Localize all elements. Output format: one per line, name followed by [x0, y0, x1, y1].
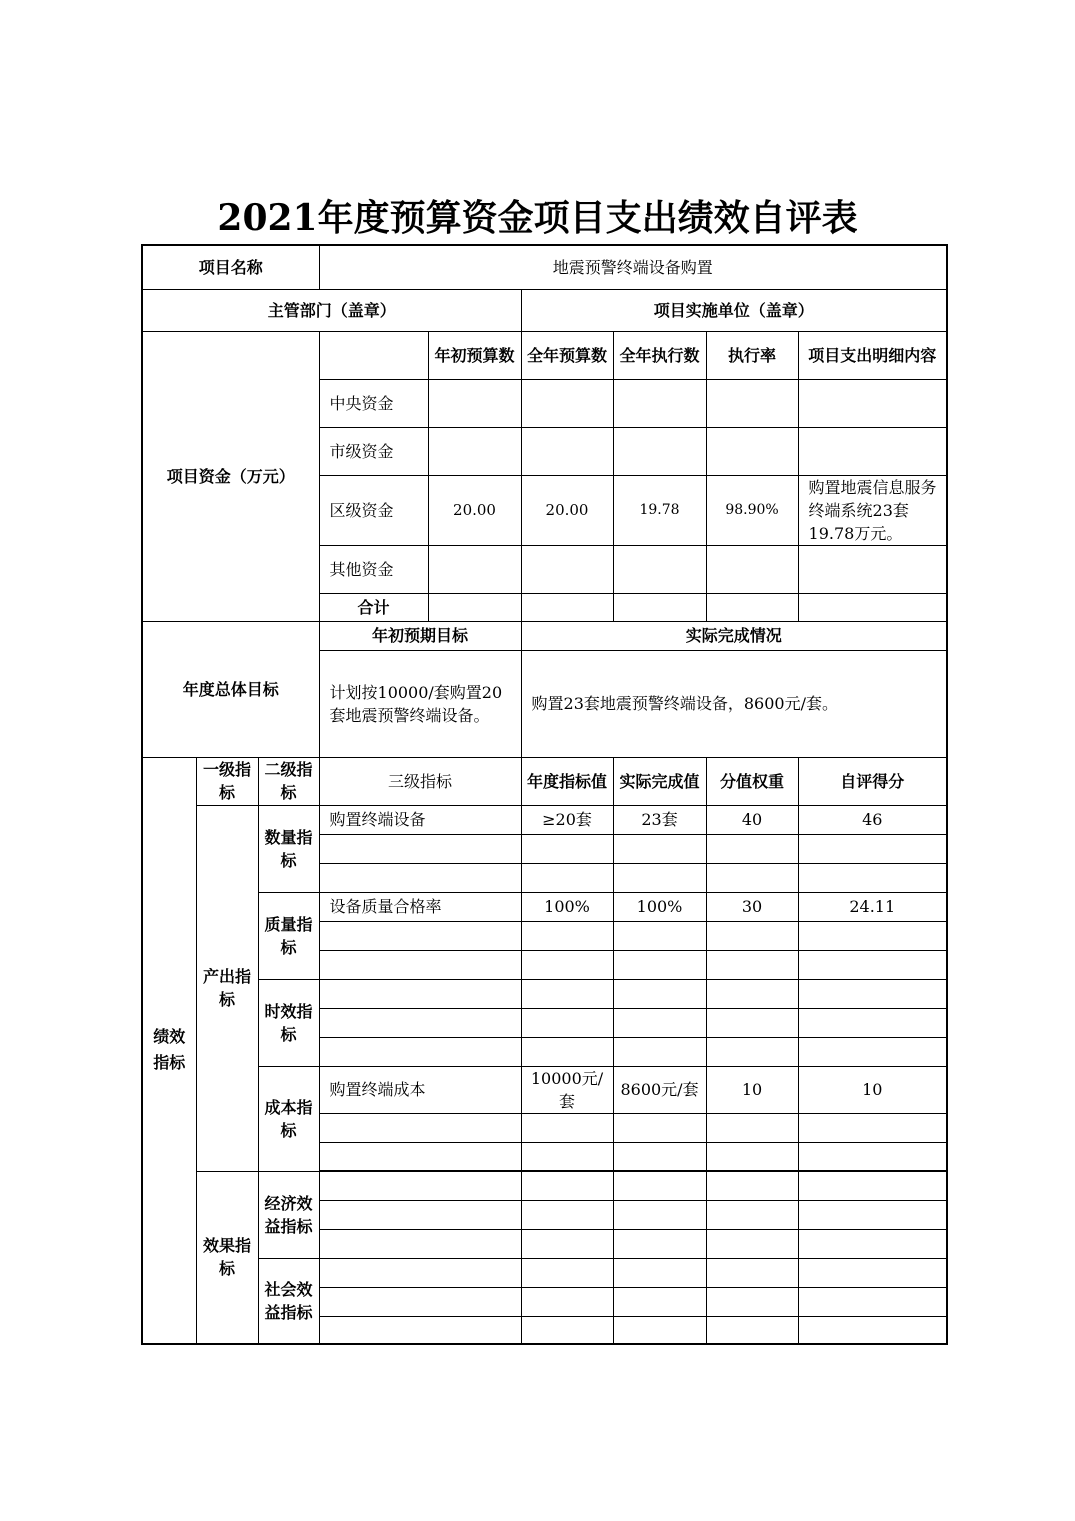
indicator-header-level1: 一级指标	[196, 757, 258, 805]
indicator-empty-cell	[613, 979, 706, 1008]
indicator-empty-cell	[706, 1258, 798, 1287]
funds-cell	[428, 427, 521, 475]
indicator-empty-cell	[613, 1113, 706, 1142]
indicator-empty-cell	[613, 921, 706, 950]
indicator-empty-cell	[798, 1316, 947, 1344]
indicator-empty-cell	[798, 950, 947, 979]
economic-indicator-label: 经济效益指标	[258, 1171, 319, 1258]
timeliness-indicator-label: 时效指标	[258, 979, 319, 1066]
indicator-empty-cell	[613, 1229, 706, 1258]
indicator-empty-cell	[798, 1113, 947, 1142]
funds-cell	[706, 593, 798, 621]
indicator-target: ≥20套	[521, 805, 613, 834]
funds-header-initial: 年初预算数	[428, 331, 521, 379]
goals-actual-header: 实际完成情况	[521, 621, 947, 650]
indicator-actual: 100%	[613, 892, 706, 921]
indicator-actual: 23套	[613, 805, 706, 834]
indicator-empty-cell	[521, 1229, 613, 1258]
funds-row-name: 中央资金	[319, 379, 428, 427]
indicator-empty-cell	[613, 834, 706, 863]
indicator-empty-cell	[521, 863, 613, 892]
indicator-empty-cell	[319, 1171, 521, 1200]
funds-cell	[706, 427, 798, 475]
quantity-indicator-label: 数量指标	[258, 805, 319, 892]
indicator-empty-cell	[319, 921, 521, 950]
indicator-empty-cell	[798, 1171, 947, 1200]
indicator-empty-cell	[521, 1287, 613, 1316]
project-name-value: 地震预警终端设备购置	[319, 245, 947, 289]
indicator-actual: 8600元/套	[613, 1066, 706, 1113]
funds-cell	[521, 379, 613, 427]
indicator-header-target: 年度指标值	[521, 757, 613, 805]
indicator-empty-cell	[319, 1287, 521, 1316]
funds-cell	[798, 379, 947, 427]
funds-row-name: 区级资金	[319, 475, 428, 545]
indicator-target: 10000元/套	[521, 1066, 613, 1113]
indicator-empty-cell	[521, 1113, 613, 1142]
indicator-header-score: 自评得分	[798, 757, 947, 805]
indicator-header-weight: 分值权重	[706, 757, 798, 805]
indicator-name: 购置终端成本	[319, 1066, 521, 1113]
indicator-weight: 10	[706, 1066, 798, 1113]
indicator-empty-cell	[319, 1200, 521, 1229]
indicator-empty-cell	[613, 1258, 706, 1287]
funds-detail-cell: 购置地震信息服务终端系统23套19.78万元。	[798, 475, 947, 545]
funds-cell	[798, 545, 947, 593]
output-indicator-label: 产出指标	[196, 805, 258, 1171]
indicator-empty-cell	[706, 1287, 798, 1316]
dept-label: 主管部门（盖章）	[142, 289, 521, 331]
indicator-empty-cell	[613, 1008, 706, 1037]
indicator-name: 设备质量合格率	[319, 892, 521, 921]
funds-cell	[798, 427, 947, 475]
indicator-empty-cell	[706, 1316, 798, 1344]
social-indicator-label: 社会效益指标	[258, 1258, 319, 1344]
funds-cell: 98.90%	[706, 475, 798, 545]
indicator-empty-cell	[798, 834, 947, 863]
indicators-section-label: 绩效指标	[142, 757, 196, 1344]
indicator-empty-cell	[521, 979, 613, 1008]
funds-header-blank	[319, 331, 428, 379]
indicator-empty-cell	[319, 1142, 521, 1170]
indicator-empty-cell	[798, 1287, 947, 1316]
funds-cell	[428, 379, 521, 427]
indicator-empty-cell	[798, 1142, 947, 1170]
funds-header-annual: 全年预算数	[521, 331, 613, 379]
funds-header-rate: 执行率	[706, 331, 798, 379]
indicator-empty-cell	[613, 863, 706, 892]
indicator-empty-cell	[706, 1037, 798, 1066]
indicator-empty-cell	[798, 921, 947, 950]
funds-cell	[798, 593, 947, 621]
indicator-empty-cell	[706, 1113, 798, 1142]
indicator-score: 10	[798, 1066, 947, 1113]
funds-row-name: 其他资金	[319, 545, 428, 593]
indicator-empty-cell	[706, 1171, 798, 1200]
funds-cell: 20.00	[428, 475, 521, 545]
indicator-empty-cell	[798, 979, 947, 1008]
indicator-empty-cell	[521, 950, 613, 979]
indicator-empty-cell	[521, 1200, 613, 1229]
funds-cell	[613, 545, 706, 593]
funds-cell	[613, 427, 706, 475]
indicator-empty-cell	[319, 863, 521, 892]
indicator-empty-cell	[521, 1142, 613, 1170]
page-title: 2021年度预算资金项目支出绩效自评表	[217, 197, 858, 239]
funds-header-detail: 项目支出明细内容	[798, 331, 947, 379]
funds-header-executed: 全年执行数	[613, 331, 706, 379]
indicator-empty-cell	[613, 950, 706, 979]
funds-cell	[706, 545, 798, 593]
funds-cell	[521, 545, 613, 593]
indicator-empty-cell	[613, 1287, 706, 1316]
indicator-empty-cell	[521, 1008, 613, 1037]
indicator-empty-cell	[319, 1037, 521, 1066]
funds-cell	[613, 593, 706, 621]
funds-cell	[613, 379, 706, 427]
indicator-empty-cell	[706, 979, 798, 1008]
indicator-empty-cell	[319, 1113, 521, 1142]
indicator-score: 24.11	[798, 892, 947, 921]
indicator-empty-cell	[706, 1008, 798, 1037]
indicator-empty-cell	[319, 1008, 521, 1037]
funds-cell	[521, 427, 613, 475]
effect-indicator-label: 效果指标	[196, 1171, 258, 1344]
goals-label: 年度总体目标	[142, 621, 319, 757]
indicator-empty-cell	[613, 1037, 706, 1066]
indicator-empty-cell	[319, 1229, 521, 1258]
indicator-empty-cell	[521, 1316, 613, 1344]
indicator-empty-cell	[706, 1142, 798, 1170]
funds-cell	[521, 593, 613, 621]
indicator-empty-cell	[521, 1258, 613, 1287]
indicator-empty-cell	[798, 1200, 947, 1229]
quality-indicator-label: 质量指标	[258, 892, 319, 979]
indicator-empty-cell	[613, 1171, 706, 1200]
indicator-header-level2: 二级指标	[258, 757, 319, 805]
project-name-label: 项目名称	[142, 245, 319, 289]
indicator-weight: 30	[706, 892, 798, 921]
indicator-empty-cell	[521, 1171, 613, 1200]
indicator-empty-cell	[613, 1142, 706, 1170]
goals-expected-text: 计划按10000/套购置20套地震预警终端设备。	[319, 650, 521, 757]
cost-indicator-label: 成本指标	[258, 1066, 319, 1171]
funds-cell	[428, 545, 521, 593]
indicator-weight: 40	[706, 805, 798, 834]
impl-unit-label: 项目实施单位（盖章）	[521, 289, 947, 331]
indicator-empty-cell	[319, 1316, 521, 1344]
indicator-empty-cell	[706, 834, 798, 863]
indicator-empty-cell	[706, 921, 798, 950]
indicator-empty-cell	[798, 1037, 947, 1066]
indicator-empty-cell	[521, 921, 613, 950]
indicator-score: 46	[798, 805, 947, 834]
indicator-empty-cell	[706, 950, 798, 979]
indicator-empty-cell	[613, 1200, 706, 1229]
indicator-empty-cell	[613, 1316, 706, 1344]
funds-label: 项目资金（万元）	[142, 331, 319, 621]
indicator-empty-cell	[798, 1229, 947, 1258]
indicator-header-actual: 实际完成值	[613, 757, 706, 805]
performance-table	[141, 244, 948, 1345]
indicator-empty-cell	[798, 863, 947, 892]
funds-cell	[706, 379, 798, 427]
indicator-target: 100%	[521, 892, 613, 921]
goals-expected-header: 年初预期目标	[319, 621, 521, 650]
indicator-empty-cell	[319, 950, 521, 979]
indicator-header-level3: 三级指标	[319, 757, 521, 805]
funds-row-name: 市级资金	[319, 427, 428, 475]
indicator-empty-cell	[706, 863, 798, 892]
indicator-empty-cell	[521, 1037, 613, 1066]
indicator-empty-cell	[319, 1258, 521, 1287]
indicator-empty-cell	[521, 834, 613, 863]
goals-actual-text: 购置23套地震预警终端设备，8600元/套。	[521, 650, 947, 757]
indicator-empty-cell	[319, 834, 521, 863]
funds-total-label: 合计	[319, 593, 428, 621]
indicator-empty-cell	[319, 979, 521, 1008]
funds-cell: 19.78	[613, 475, 706, 545]
indicator-empty-cell	[798, 1258, 947, 1287]
indicator-empty-cell	[706, 1229, 798, 1258]
indicator-empty-cell	[706, 1200, 798, 1229]
funds-cell	[428, 593, 521, 621]
indicator-empty-cell	[798, 1008, 947, 1037]
funds-cell: 20.00	[521, 475, 613, 545]
indicator-name: 购置终端设备	[319, 805, 521, 834]
